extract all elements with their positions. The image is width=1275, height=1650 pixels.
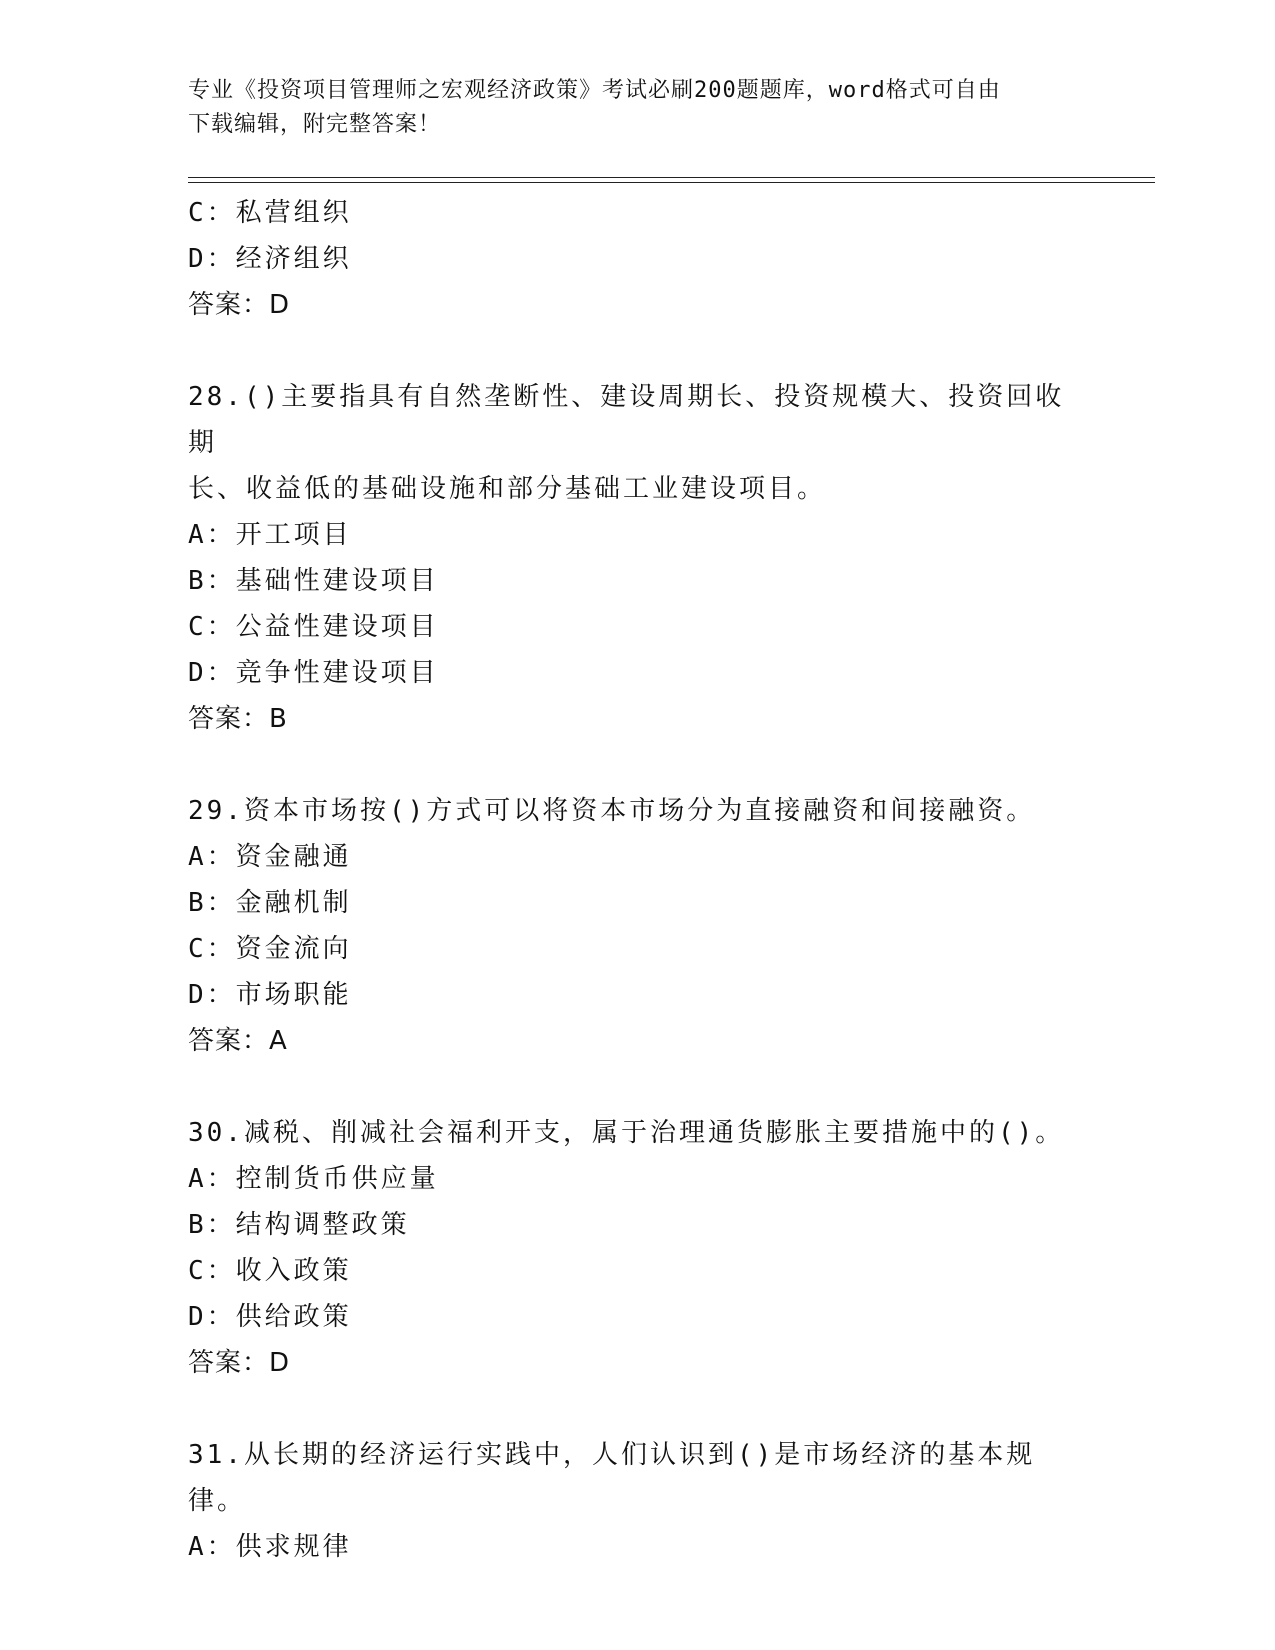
document-body xyxy=(188,190,1088,1570)
option-letter: C： xyxy=(188,934,236,964)
question-27-partial xyxy=(188,190,1088,328)
question-number: 28. xyxy=(188,382,244,412)
question-31 xyxy=(188,1432,1088,1570)
question-stem-line-2: 长、收益低的基础设施和部分基础工业建设项目。 xyxy=(188,474,827,504)
question-number: 29. xyxy=(188,796,244,826)
option-c xyxy=(188,604,1088,650)
answer-line: 答案：B xyxy=(188,704,288,734)
question-stem-line-1: ()主要指具有自然垄断性、建设周期长、投资规模大、投资回收期 xyxy=(188,382,1065,458)
answer-line: 答案：D xyxy=(188,290,291,320)
header-line-2: 下载编辑，附完整答案！ xyxy=(188,112,442,137)
option-text: 收入政策 xyxy=(235,1256,352,1286)
option-a xyxy=(188,834,1088,880)
option-text: 金融机制 xyxy=(235,888,352,918)
answer-line: 答案：A xyxy=(188,1026,288,1056)
option-text: 公益性建设项目 xyxy=(235,612,439,642)
answer-line: 答案：D xyxy=(188,1348,291,1378)
option-text: 竞争性建设项目 xyxy=(235,658,439,688)
option-letter: A： xyxy=(188,842,236,872)
option-letter: A： xyxy=(188,1164,236,1194)
option-letter: D： xyxy=(188,980,236,1010)
option-c xyxy=(188,1248,1088,1294)
option-a xyxy=(188,1156,1088,1202)
question-28 xyxy=(188,374,1088,742)
option-letter: C： xyxy=(188,1256,236,1286)
option-d xyxy=(188,1294,1088,1340)
header-line-1: 专业《投资项目管理师之宏观经济政策》考试必刷200题题库，word格式可自由 xyxy=(188,78,1001,103)
option-text: 供给政策 xyxy=(235,1302,352,1332)
question-stem-line-1: 减税、削减社会福利开支，属于治理通货膨胀主要措施中的()。 xyxy=(243,1118,1065,1148)
option-text: 结构调整政策 xyxy=(235,1210,410,1240)
option-letter: A： xyxy=(188,520,236,550)
option-d xyxy=(188,650,1088,696)
question-30 xyxy=(188,1110,1088,1386)
option-text: 资金流向 xyxy=(235,934,352,964)
option-text: 资金融通 xyxy=(235,842,352,872)
option-b xyxy=(188,558,1088,604)
question-29 xyxy=(188,788,1088,1064)
option-text: 经济组织 xyxy=(235,244,352,274)
question-stem-line-1: 资本市场按()方式可以将资本市场分为直接融资和间接融资。 xyxy=(243,796,1036,826)
option-text: 市场职能 xyxy=(235,980,352,1010)
option-c xyxy=(188,190,1088,236)
option-text: 控制货币供应量 xyxy=(235,1164,439,1194)
option-text: 供求规律 xyxy=(235,1532,352,1562)
question-stem xyxy=(188,788,1088,834)
option-letter: D： xyxy=(188,244,236,274)
option-letter: C： xyxy=(188,612,236,642)
question-stem xyxy=(188,1432,1088,1524)
document-header xyxy=(188,74,1088,142)
option-b xyxy=(188,880,1088,926)
option-c xyxy=(188,926,1088,972)
question-stem-line-1: 从长期的经济运行实践中，人们认识到()是市场经济的基本规律。 xyxy=(188,1440,1036,1516)
option-text: 基础性建设项目 xyxy=(235,566,439,596)
option-letter: B： xyxy=(188,1210,236,1240)
option-letter: A： xyxy=(188,1532,236,1562)
option-d xyxy=(188,236,1088,282)
question-stem xyxy=(188,374,1088,466)
option-a xyxy=(188,512,1088,558)
question-number: 31. xyxy=(188,1440,244,1470)
question-stem xyxy=(188,1110,1088,1156)
option-letter: C： xyxy=(188,198,236,228)
option-letter: B： xyxy=(188,566,236,596)
header-divider-top xyxy=(188,177,1155,178)
question-number: 30. xyxy=(188,1118,244,1148)
option-text: 私营组织 xyxy=(235,198,352,228)
option-a xyxy=(188,1524,1088,1570)
header-divider-bottom xyxy=(188,182,1155,183)
option-b xyxy=(188,1202,1088,1248)
option-letter: B： xyxy=(188,888,236,918)
option-letter: D： xyxy=(188,658,236,688)
option-text: 开工项目 xyxy=(235,520,352,550)
option-d xyxy=(188,972,1088,1018)
option-letter: D： xyxy=(188,1302,236,1332)
